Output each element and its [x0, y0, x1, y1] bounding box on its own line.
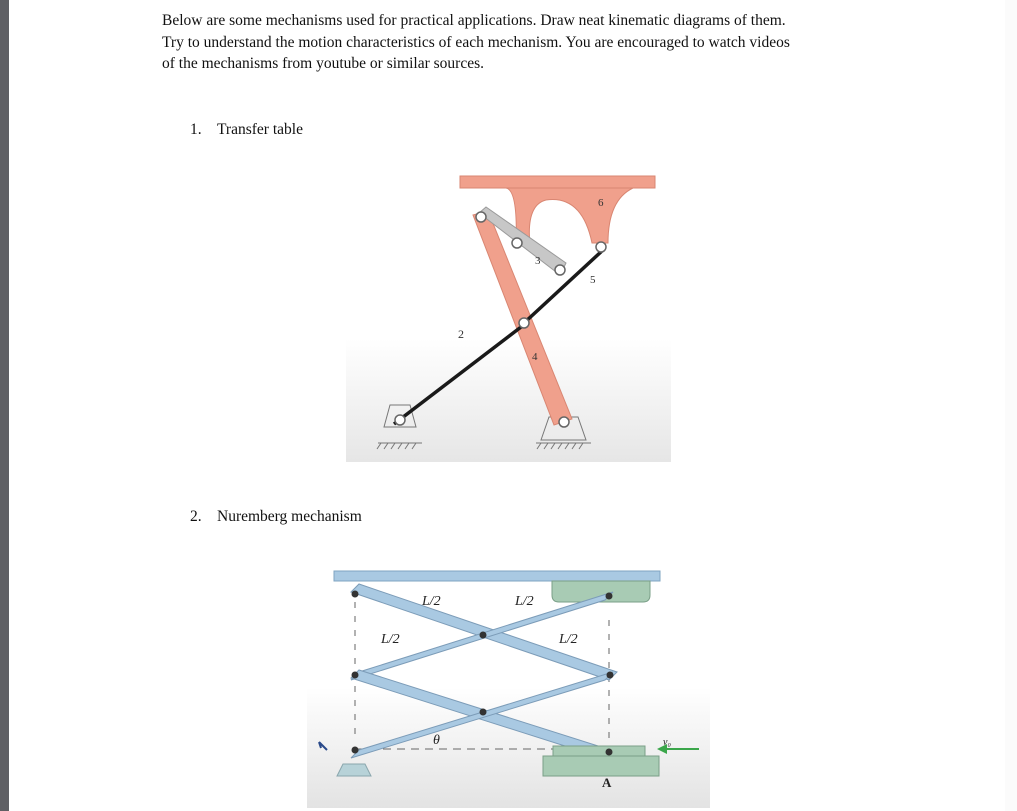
label-l2: L/2	[515, 594, 534, 609]
label-link-3: 3	[535, 255, 541, 267]
nuremberg-figure	[307, 540, 710, 808]
intro-line: of the mechanisms from youtube or similar sources.	[162, 55, 484, 72]
item-transfer-table	[190, 121, 303, 139]
bottom-slider	[553, 746, 645, 756]
label-a: A	[602, 775, 612, 790]
figure-background	[346, 155, 671, 462]
label-l2: L/2	[381, 632, 400, 647]
transfer-table-figure	[346, 155, 671, 462]
joint-pin	[519, 318, 529, 328]
joint	[352, 591, 359, 598]
intro-line: Try to understand the motion characteristics of each mechanism. You are encouraged to watch videos	[162, 33, 790, 51]
intro-paragraph	[162, 10, 882, 75]
joint	[352, 747, 359, 754]
label-link-4: 4	[532, 351, 538, 363]
item-number: 2.	[190, 508, 202, 525]
label-theta: θ	[433, 733, 440, 748]
label-v0: v₀	[663, 737, 671, 748]
joint-pin	[512, 238, 522, 248]
joint	[606, 593, 613, 600]
label-link-2: 2	[458, 327, 464, 341]
label-link-5: 5	[590, 274, 596, 286]
item-title: Nuremberg mechanism	[217, 508, 362, 525]
label-link-6: 6	[598, 197, 604, 209]
joint	[480, 709, 487, 716]
top-platform	[334, 571, 660, 581]
item-title: Transfer table	[217, 121, 303, 138]
joint	[606, 749, 613, 756]
ground-block-left	[337, 764, 371, 776]
item-nuremberg-mechanism	[190, 508, 362, 526]
label-l2: L/2	[422, 594, 441, 609]
scrollbar-track[interactable]	[1005, 0, 1017, 811]
ground-block-right	[543, 756, 659, 776]
joint	[607, 672, 614, 679]
intro-line: Below are some mechanisms used for practical applications. Draw neat kinematic diagrams of them.	[162, 12, 786, 29]
label-l2: L/2	[559, 632, 578, 647]
item-number: 1.	[190, 121, 202, 138]
joint-pin	[596, 242, 606, 252]
ground-pivot-left	[395, 415, 405, 425]
joint	[352, 672, 359, 679]
joint	[480, 632, 487, 639]
joint-pin	[555, 265, 565, 275]
ground-pivot-right	[559, 417, 569, 427]
joint-pin	[476, 212, 486, 222]
